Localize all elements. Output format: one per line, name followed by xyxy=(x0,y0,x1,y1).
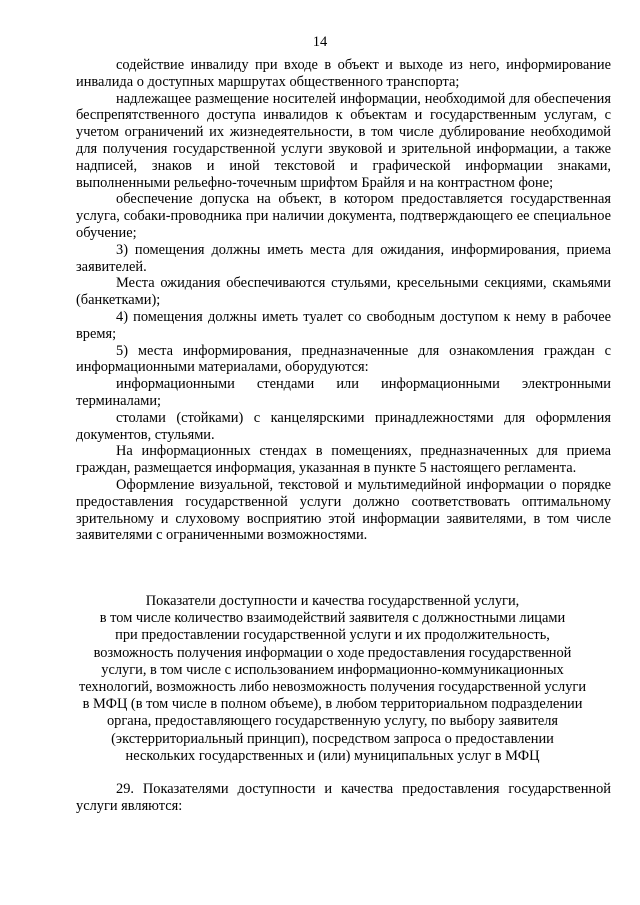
paragraph: 5) места информирования, предназначенные для ознакомления граждан с информационными материалами, оборудуются: xyxy=(76,342,611,376)
paragraph: 3) помещения должны иметь места для ожидания, информирования, приема заявителей. xyxy=(76,241,611,275)
paragraph: содействие инвалиду при входе в объект и выходе из него, информирование инвалида о доступных маршрутах общественного транспорта; xyxy=(76,57,611,90)
paragraph: надлежащее размещение носителей информации, необходимой для обеспечения беспрепятственного доступа инвалидов к объектам и государственным услугам, с учетом ограничений их жизнедеятельности, в том числе дублирование необходимой для получения государственной услуги звуковой и зрительной информации, а также надписей, знаков и иной текстовой и графической информации знаками, выполненными рельефно-точечным шрифтом Брайля и на контрастном фоне; xyxy=(76,90,611,191)
document-body xyxy=(76,57,611,544)
paragraph: 4) помещения должны иметь туалет со свободным доступом к нему в рабочее время; xyxy=(76,308,611,342)
paragraph: столами (стойками) с канцелярскими принадлежностями для оформления документов, стульями. xyxy=(76,409,611,443)
paragraph: Места ожидания обеспечиваются стульями, кресельными секциями, скамьями (банкетками); xyxy=(76,275,611,309)
paragraph: обеспечение допуска на объект, в котором предоставляется государственная услуга, собаки-проводника при наличии документа, подтверждающего ее специальное обучение; xyxy=(76,191,611,241)
paragraph: информационными стендами или информационными электронными терминалами; xyxy=(76,376,611,409)
final-section xyxy=(76,781,611,815)
page-number: 14 xyxy=(312,34,328,50)
paragraph: На информационных стендах в помещениях, предназначенных для приема граждан, размещается информация, указанная в пункте 5 настоящего регламента. xyxy=(76,443,611,477)
paragraph: Оформление визуальной, текстовой и мультимедийной информации о порядке предоставления государственной услуги должно соответствовать оптимальному зрительному и слуховому восприятию этой информации заявителями, в том числе заявителями с ограниченными возможностями. xyxy=(76,476,611,544)
paragraph: 29. Показателями доступности и качества предоставления государственной услуги являются: xyxy=(76,781,611,814)
section-heading: Показатели доступности и качества государственной услуги, в том числе количество взаимодействий заявителя с должностными лицами при предоставлении государственной услуги и их продолжительность, возможность получения информации о ходе предоставления государственной услуги, в том числе с использованием информационно-коммуникационных технологий, возможность либо невозможность получения государственной услуги в МФЦ (в том числе в полном объеме), в любом территориальном подразделении органа, предоставляющего государственную услугу, по выбору заявителя (экстерриториальный принцип), посредством запроса о предоставлении нескольких государственных и (или) муниципальных услуг в МФЦ xyxy=(78,593,587,764)
